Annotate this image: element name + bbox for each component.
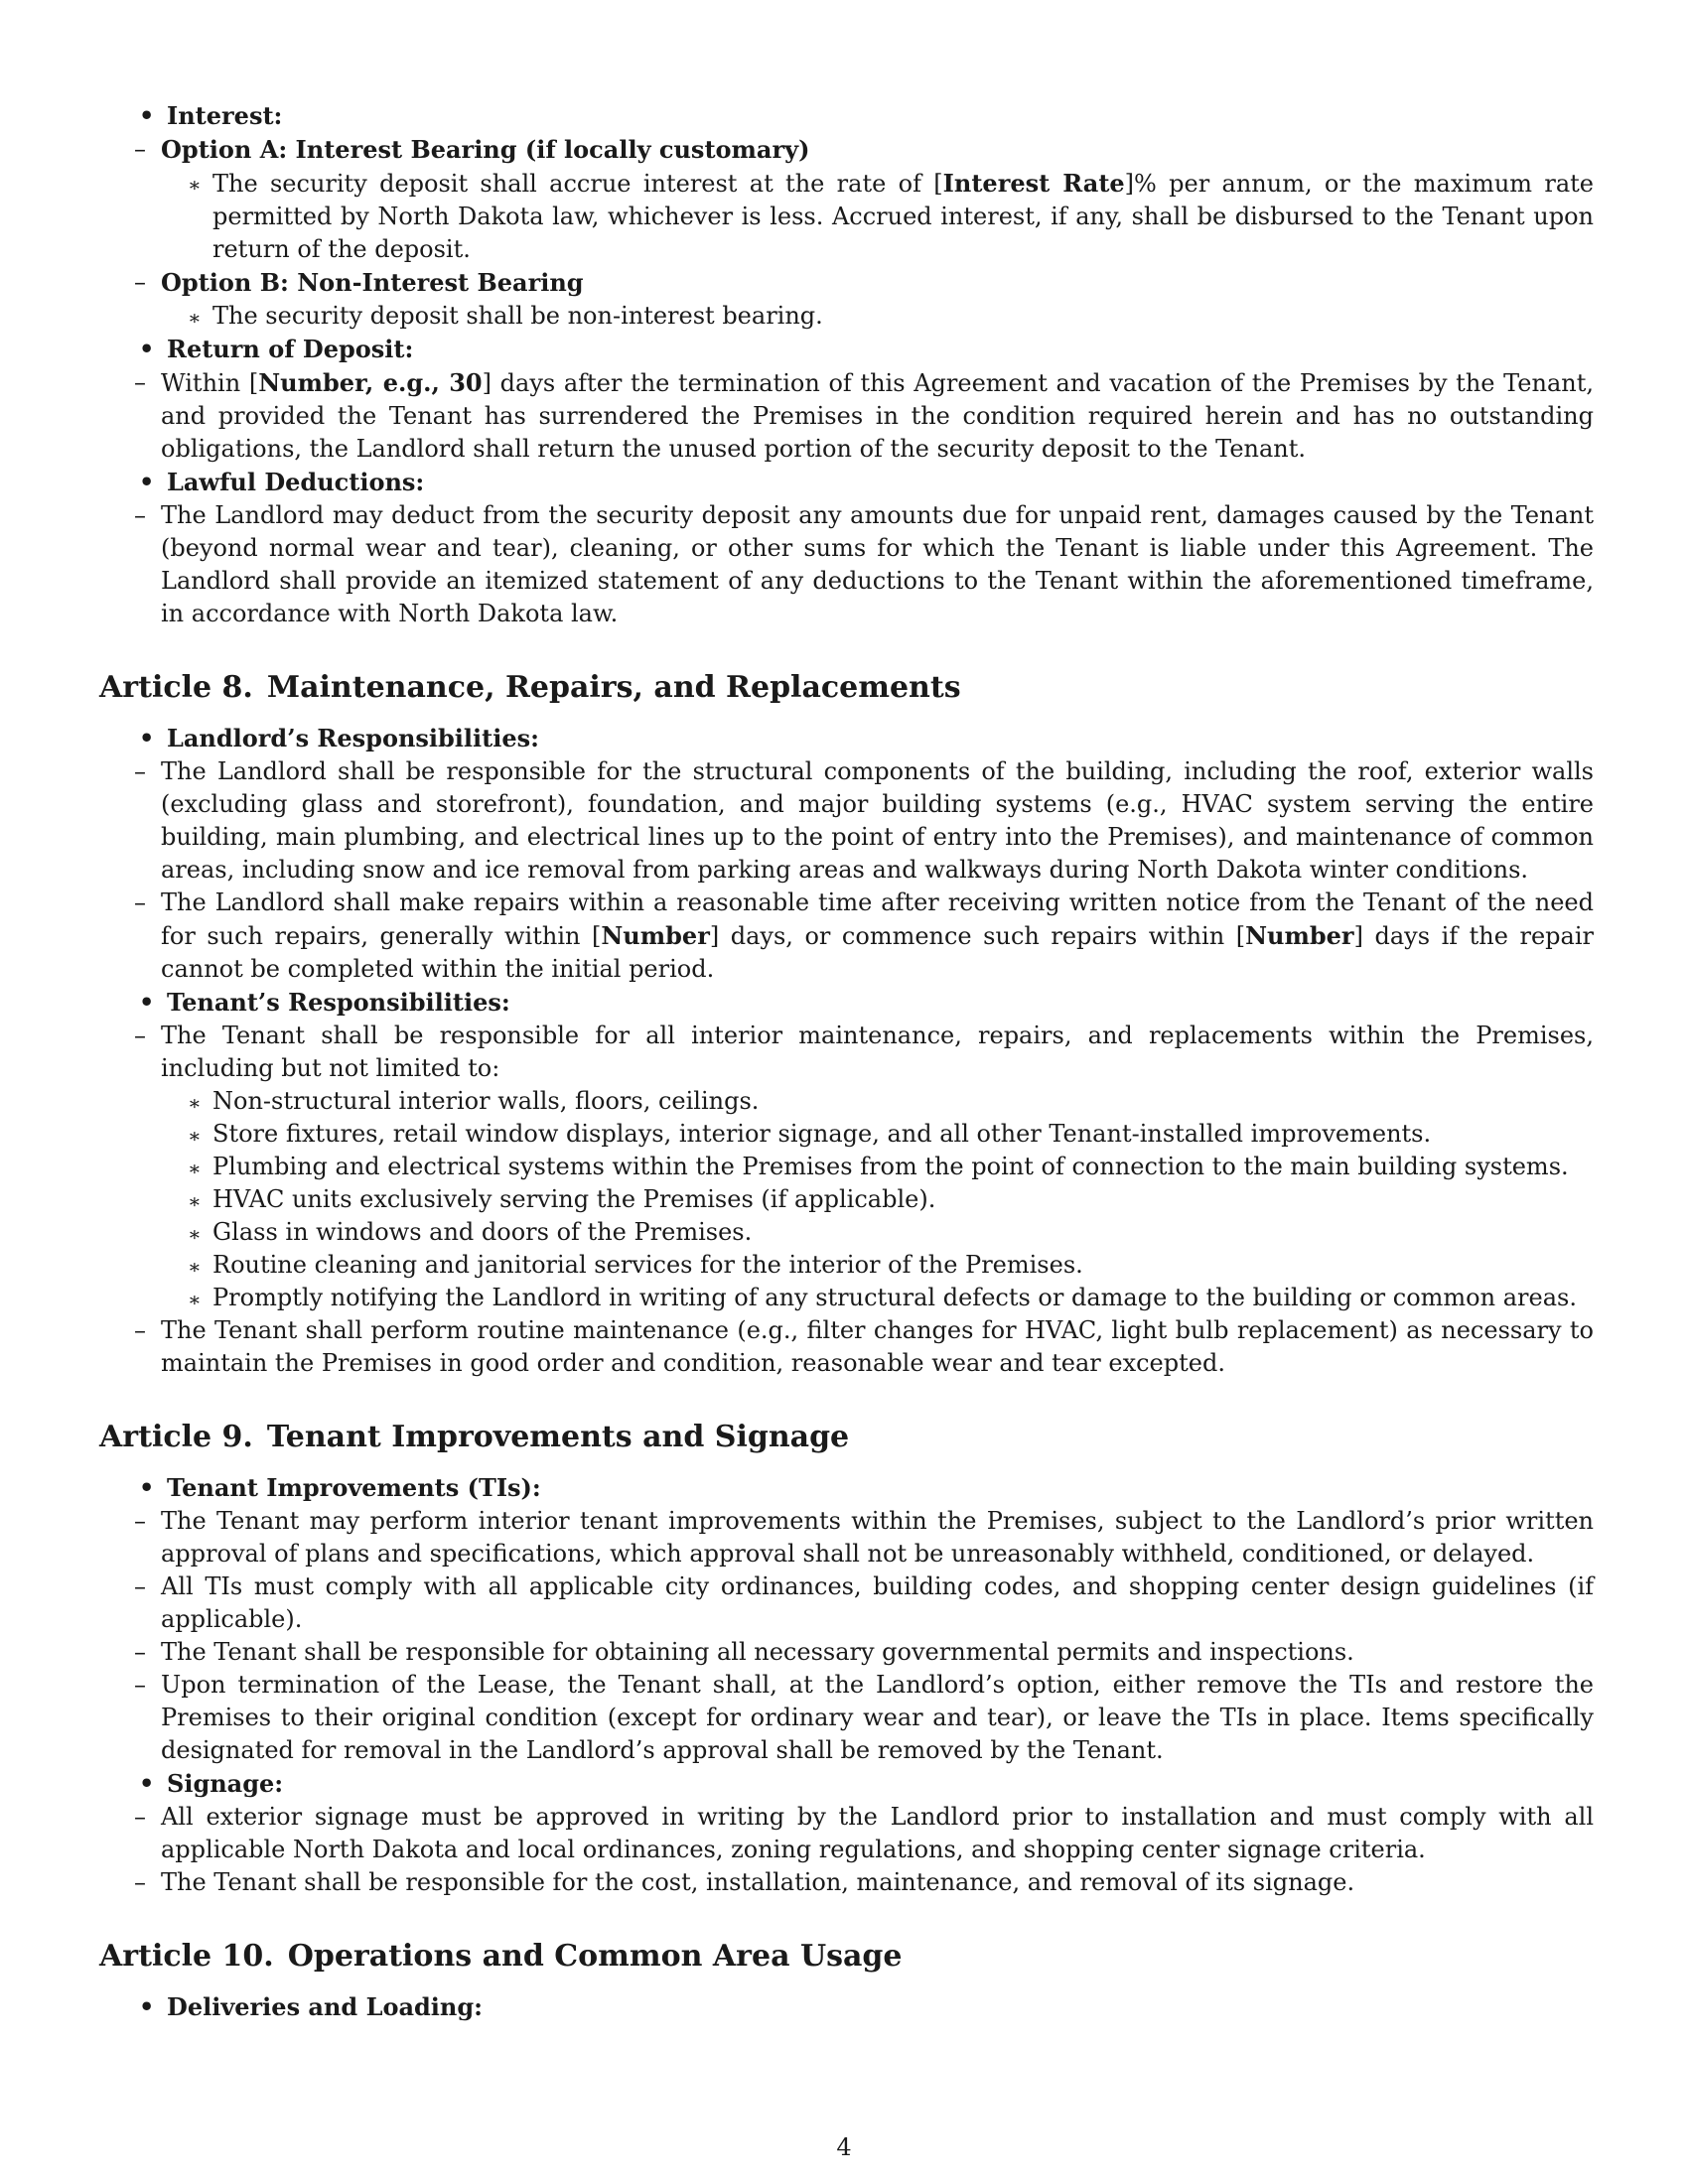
list-item-landlord-1 — [99, 755, 1594, 887]
bullet-marker: • — [139, 988, 155, 1017]
list-item-lawful-deductions — [99, 466, 1594, 499]
dash-marker: – — [134, 1868, 146, 1896]
return-text-1: Within [ — [161, 369, 259, 397]
interest-label: Interest: — [167, 101, 283, 130]
dash-marker: – — [134, 135, 146, 163]
star-marker: ∗ — [188, 1091, 202, 1115]
option-b-label: Option B: Non-Interest Bearing — [161, 268, 584, 297]
star-marker: ∗ — [188, 1255, 202, 1279]
list-item-return-deposit-text — [99, 366, 1594, 466]
star-marker: ∗ — [188, 306, 202, 330]
number-placeholder: Number — [601, 921, 710, 950]
ti-text: Upon termination of the Lease, the Tenant shall, at the Landlord’s option, either remove the TIs and restore the Premises to their original condition (except for ordinary wear and tear), or leave the TIs in place. Items specifically designated for removal in the Landlord’s approval shall be removed by the Tenant. — [161, 1671, 1594, 1764]
list-item-option-b — [99, 266, 1594, 300]
dash-marker: – — [134, 757, 146, 785]
article-10-title: Operations and Common Area Usage — [287, 1939, 903, 1974]
tenant-sub-text: Glass in windows and doors of the Premises. — [212, 1218, 753, 1246]
list-item-ti — [99, 1505, 1594, 1570]
bullet-marker: • — [139, 468, 155, 496]
tenant-1-text: The Tenant shall be responsible for all interior maintenance, repairs, and replacements within the Premises, including but not limited to: — [161, 1022, 1594, 1082]
list-item-tenant-sub — [99, 1249, 1594, 1282]
landlord-responsibilities-label: Landlord’s Responsibilities: — [167, 724, 539, 752]
list-item-tenant-sub — [99, 1183, 1594, 1216]
signage-label: Signage: — [167, 1769, 284, 1798]
tenant-responsibilities-label: Tenant’s Responsibilities: — [167, 988, 510, 1017]
lawful-deductions-text: The Landlord may deduct from the security deposit any amounts due for unpaid rent, damages caused by the Tenant (beyond normal wear and tear), cleaning, or other sums for which the Tenant is liable under this Agreement. The Landlord shall provide an itemized statement of any deductions to the Tenant within the aforementioned timeframe, in accordance with North Dakota law. — [161, 501, 1594, 627]
list-item-deliveries — [99, 1990, 1594, 2024]
list-item-tenant-sub — [99, 1085, 1594, 1118]
article-10-heading — [99, 1937, 1594, 1977]
star-marker: ∗ — [188, 1124, 202, 1148]
article-9-title: Tenant Improvements and Signage — [266, 1420, 850, 1454]
bullet-marker: • — [139, 1769, 155, 1798]
list-item-ti — [99, 1570, 1594, 1636]
bullet-marker: • — [139, 101, 155, 130]
tenant-improvements-label: Tenant Improvements (TIs): — [167, 1473, 541, 1502]
signage-text: All exterior signage must be approved in writing by the Landlord prior to installation and must comply with all applicable North Dakota and local ordinances, zoning regulations, and shopping center signage criteria. — [161, 1803, 1594, 1863]
dash-marker: – — [134, 1638, 146, 1666]
dash-marker: – — [134, 1022, 146, 1049]
dash-marker: – — [134, 1671, 146, 1699]
tenant-sub-text: Plumbing and electrical systems within the Premises from the point of connection to the main building systems. — [212, 1153, 1569, 1180]
list-item-tenant-responsibilities — [99, 986, 1594, 1020]
ti-text: The Tenant shall be responsible for obtaining all necessary governmental permits and inspections. — [161, 1638, 1354, 1666]
list-item-option-b-text — [99, 300, 1594, 333]
list-item-tenant-sub — [99, 1216, 1594, 1249]
article-8-number: Article 8. — [99, 670, 253, 705]
star-marker: ∗ — [188, 173, 202, 197]
list-item-landlord-responsibilities — [99, 722, 1594, 755]
ti-text: The Tenant may perform interior tenant improvements within the Premises, subject to the Landlord’s prior written approval of plans and specifications, which approval shall not be unreasonably withheld, conditioned, or delayed. — [161, 1507, 1594, 1568]
page-number: 4 — [836, 2133, 852, 2161]
option-a-text-1: The security deposit shall accrue interest at the rate of [ — [212, 170, 943, 198]
dash-marker: – — [134, 888, 146, 916]
return-deposit-label: Return of Deposit: — [167, 335, 414, 363]
list-item-ti — [99, 1636, 1594, 1669]
dash-marker: – — [134, 268, 146, 296]
list-item-tenant-sub — [99, 1118, 1594, 1151]
landlord-2-text-b: ] days, or commence such repairs within [ — [709, 922, 1246, 950]
article-9-number: Article 9. — [99, 1420, 253, 1454]
article-9-heading — [99, 1418, 1594, 1457]
bullet-marker: • — [139, 335, 155, 363]
dash-marker: – — [134, 501, 146, 529]
article-8-heading — [99, 668, 1594, 708]
signage-text: The Tenant shall be responsible for the cost, installation, maintenance, and removal of its signage. — [161, 1868, 1355, 1896]
star-marker: ∗ — [188, 1157, 202, 1180]
lawful-deductions-label: Lawful Deductions: — [167, 468, 425, 496]
star-marker: ∗ — [188, 1288, 202, 1311]
list-item-option-a-text — [99, 167, 1594, 266]
landlord-2-text-a: The Landlord shall make repairs within a reasonable time after receiving written notice from the Tenant of the need for such repairs, generally within [ — [161, 888, 1594, 950]
article-10-number: Article 10. — [99, 1939, 274, 1974]
list-item-option-a — [99, 133, 1594, 167]
list-item-return-deposit — [99, 333, 1594, 366]
return-text-2: ] days after the termination of this Agreement and vacation of the Premises by the Tenant, and provided the Tenant has surrendered the Premises in the condition required herein and has no outstanding obligations, the Landlord shall return the unused portion of the security deposit to the Tenant. — [161, 369, 1595, 463]
list-item-signage-text — [99, 1866, 1594, 1899]
list-item-signage — [99, 1767, 1594, 1801]
landlord-1-text: The Landlord shall be responsible for the structural components of the building, including the roof, exterior walls (excluding glass and storefront), foundation, and major building systems (e.g., HVAC system serving the entire building, main plumbing, and electrical lines up to the point of entry into the Premises), and maintenance of common areas, including snow and ice removal from parking areas and walkways during North Dakota winter conditions. — [161, 757, 1594, 884]
option-a-label: Option A: Interest Bearing (if locally customary) — [161, 135, 810, 164]
list-item-landlord-2 — [99, 887, 1594, 986]
document-page — [99, 99, 1594, 2024]
number-placeholder: Number, e.g., 30 — [258, 368, 483, 397]
list-item-tenant-1 — [99, 1020, 1594, 1085]
list-item-ti — [99, 1669, 1594, 1767]
landlord-2-text-c: ] days if the repair cannot be completed within the initial period. — [161, 922, 1595, 983]
list-item-interest — [99, 99, 1594, 133]
bullet-marker: • — [139, 724, 155, 752]
dash-marker: – — [134, 1507, 146, 1535]
tenant-sub-text: Store fixtures, retail window displays, interior signage, and all other Tenant-installed improvements. — [212, 1120, 1432, 1148]
tenant-sub-text: Routine cleaning and janitorial services for the interior of the Premises. — [212, 1251, 1083, 1279]
dash-marker: – — [134, 368, 146, 396]
dash-marker: – — [134, 1803, 146, 1831]
article-8-title: Maintenance, Repairs, and Replacements — [266, 670, 961, 705]
option-a-text-2: ]% per annum, or the maximum rate permitted by North Dakota law, whichever is less. Accrued interest, if any, shall be disbursed to the Tenant upon return of the deposit. — [212, 170, 1594, 263]
tenant-sub-text: Non-structural interior walls, floors, ceilings. — [212, 1087, 760, 1115]
list-item-signage-text — [99, 1801, 1594, 1866]
tenant-sub-text: Promptly notifying the Landlord in writing of any structural defects or damage to the building or common areas. — [212, 1284, 1577, 1311]
bullet-marker: • — [139, 1473, 155, 1502]
tenant-2-text: The Tenant shall perform routine maintenance (e.g., filter changes for HVAC, light bulb replacement) as necessary to maintain the Premises in good order and condition, reasonable wear and tear excepted. — [161, 1316, 1594, 1377]
list-item-tenant-sub — [99, 1151, 1594, 1183]
list-item-tenant-improvements — [99, 1471, 1594, 1505]
dash-marker: – — [134, 1572, 146, 1600]
option-b-text: The security deposit shall be non-interest bearing. — [212, 302, 823, 330]
ti-text: All TIs must comply with all applicable city ordinances, building codes, and shopping center design guidelines (if applicable). — [161, 1572, 1594, 1633]
tenant-sub-text: HVAC units exclusively serving the Premises (if applicable). — [212, 1185, 936, 1213]
star-marker: ∗ — [188, 1189, 202, 1213]
deliveries-label: Deliveries and Loading: — [167, 1992, 483, 2021]
bullet-marker: • — [139, 1992, 155, 2021]
star-marker: ∗ — [188, 1222, 202, 1246]
list-item-tenant-2 — [99, 1314, 1594, 1380]
list-item-tenant-sub — [99, 1282, 1594, 1314]
dash-marker: – — [134, 1316, 146, 1344]
number-placeholder: Number — [1245, 921, 1354, 950]
list-item-lawful-deductions-text — [99, 499, 1594, 630]
interest-rate-placeholder: Interest Rate — [942, 169, 1125, 198]
